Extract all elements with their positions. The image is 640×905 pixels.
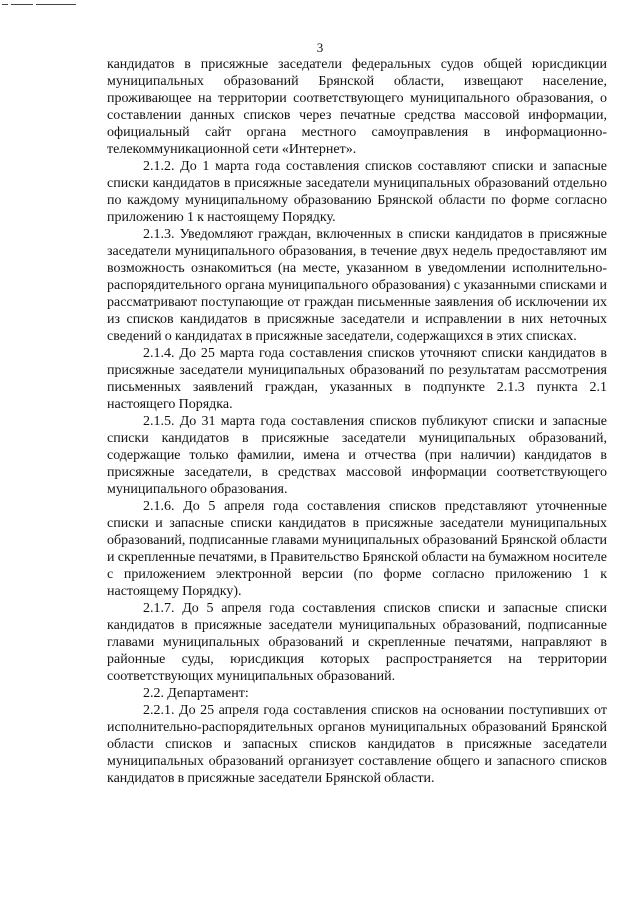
document-body xyxy=(107,56,607,787)
paragraph-2-1-5: 2.1.5. До 31 марта года составления списков публикуют списки и запасные списки кандидатов в присяжные заседатели муниципальных образований, содержащие только фамилии, имена и отчества (при наличии) кандидатов в присяжные заседатели, в средствах массовой информации соответствующего муниципального образования. xyxy=(107,414,607,497)
paragraph-2-2-1: 2.2.1. До 25 апреля года составления списков на основании поступивших от исполнительно-распорядительных органов муниципальных образований Брянской области списков и запасных списков кандидатов в присяжные заседатели муниципальных образований организует составление общего и запасного списков кандидатов в присяжные заседатели Брянской области. xyxy=(107,703,607,786)
paragraph-2-1-3: 2.1.3. Уведомляют граждан, включенных в списки кандидатов в присяжные заседатели муниципального образования, в течение двух недель предоставляют им возможность ознакомиться (на месте, указанном в уведомлении исполнительно-распорядительного органа муниципального образования) с указанными списками и рассматривают поступающие от граждан письменные заявления об исключении их из списков кандидатов в присяжные заседатели и исправлении в них неточных сведений о кандидатах в присяжные заседатели, содержащихся в этих списках. xyxy=(107,227,607,344)
page-number: 3 xyxy=(316,40,324,55)
paragraph-2-2-heading: 2.2. Департамент: xyxy=(143,686,249,701)
paragraph-2-1-6: 2.1.6. До 5 апреля года составления списков представляют уточненные списки и запасные списки кандидатов в присяжные заседатели муниципальных образований, подписанные главами муниципальных образований Брянской области и скрепленные печатями, в Правительство Брянской области на бумажном носителе с приложением электронной версии (по форме согласно приложению 1 к настоящему Порядку). xyxy=(107,499,607,599)
scan-corner-mark xyxy=(2,4,76,7)
paragraph-2-1-7: 2.1.7. До 5 апреля года составления списков списки и запасные списки кандидатов в присяжные заседатели муниципальных образований, подписанные главами муниципальных образований и скрепленные печатями, направляют в районные суды, юрисдикция которых распространяется на территории соответствующих муниципальных образований. xyxy=(107,601,607,684)
paragraph-2-1-4: 2.1.4. До 25 марта года составления списков уточняют списки кандидатов в присяжные заседатели муниципальных образований по результатам рассмотрения письменных заявлений граждан, указанных в подпункте 2.1.3 пункта 2.1 настоящего Порядка. xyxy=(107,346,607,412)
paragraph-2-1-2: 2.1.2. До 1 марта года составления списков составляют списки и запасные списки кандидатов в присяжные заседатели муниципальных образований отдельно по каждому муниципальному образованию Брянской области по форме согласно приложению 1 к настоящему Порядку. xyxy=(107,159,607,225)
paragraph-continuation: кандидатов в присяжные заседатели федеральных судов общей юрисдикции муниципальных образований Брянской области, извещают население, проживающее на территории соответствующего муниципального образования, о составлении данных списков через печатные средства массовой информации, официальный сайт органа местного самоуправления в информационно-телекоммуникационной сети «Интернет». xyxy=(107,57,607,157)
